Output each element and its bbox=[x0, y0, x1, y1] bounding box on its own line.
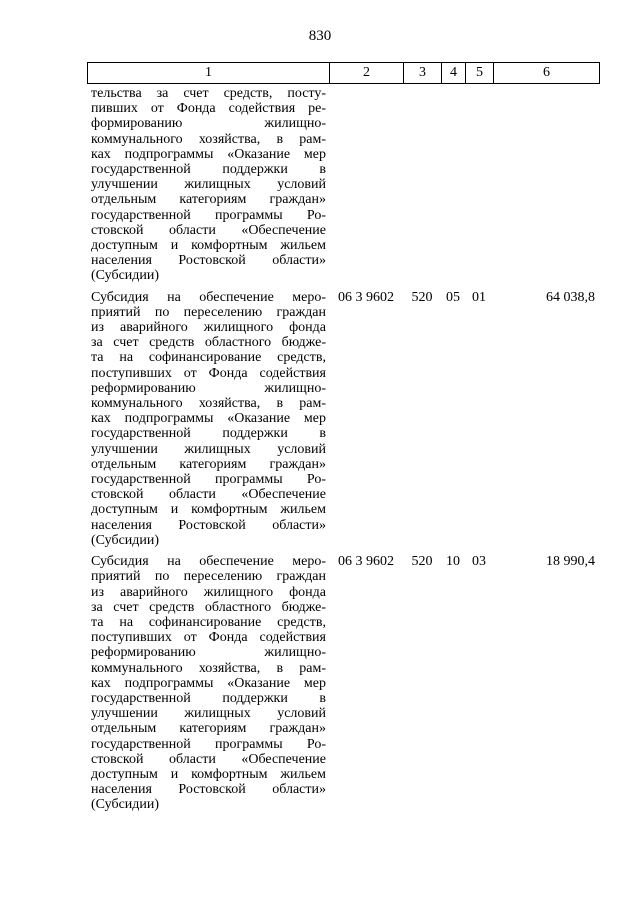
description-line: коммунального хозяйства, в рам- bbox=[91, 396, 326, 412]
description-line: (Субсидии) bbox=[91, 797, 160, 813]
description-line: доступным и комфортным жильем bbox=[91, 238, 326, 254]
row-amount: 18 990,4 bbox=[546, 554, 595, 570]
description-line: государственной программы Ро- bbox=[91, 736, 326, 752]
description-line: государственной поддержки в bbox=[91, 690, 326, 706]
row-section: 05 bbox=[446, 289, 460, 305]
row-subsection: 01 bbox=[472, 289, 486, 305]
description-line: из аварийного жилищного фонда bbox=[91, 320, 326, 336]
description-line: Субсидия на обеспечение меро- bbox=[91, 289, 326, 305]
description-line: государственной поддержки в bbox=[91, 426, 326, 442]
header-col-6: 6 bbox=[494, 63, 600, 84]
header-col-4: 4 bbox=[442, 63, 466, 84]
description-line: государственной поддержки в bbox=[91, 162, 326, 178]
description-line: за счет средств областного бюдже- bbox=[91, 335, 326, 351]
table-row bbox=[87, 284, 599, 548]
description-line: государственной программы Ро- bbox=[91, 472, 326, 488]
row-expense-type: 520 bbox=[411, 554, 433, 570]
header-col-2: 2 bbox=[330, 63, 404, 84]
row-description bbox=[87, 284, 329, 548]
description-line: улучшении жилищных условий bbox=[91, 706, 326, 722]
row-description bbox=[87, 86, 329, 284]
description-line: реформированию жилищно- bbox=[91, 380, 326, 396]
description-line: ках подпрограммы «Оказание мер bbox=[91, 675, 326, 691]
header-col-3: 3 bbox=[404, 63, 442, 84]
table-header bbox=[87, 62, 600, 84]
header-row bbox=[88, 63, 600, 84]
description-line: населения Ростовской области» bbox=[91, 517, 326, 533]
description-line: стовской области «Обеспечение bbox=[91, 751, 326, 767]
description-line: за счет средств областного бюдже- bbox=[91, 599, 326, 615]
description-line: формированию жилищно- bbox=[91, 116, 326, 132]
description-line: улучшении жилищных условий bbox=[91, 441, 326, 457]
description-line: реформированию жилищно- bbox=[91, 645, 326, 661]
table-row-continuation bbox=[87, 86, 599, 284]
description-line: доступным и комфортным жильем bbox=[91, 766, 326, 782]
description-line: стовской области «Обеспечение bbox=[91, 222, 326, 238]
description-line: поступивших от Фонда содействия bbox=[91, 365, 326, 381]
description-line: (Субсидии) bbox=[91, 268, 160, 284]
description-line: коммунального хозяйства, в рам- bbox=[91, 131, 326, 147]
table-row bbox=[87, 548, 599, 812]
row-expense-type: 520 bbox=[411, 289, 433, 305]
description-line: улучшении жилищных условий bbox=[91, 177, 326, 193]
description-line: та на софинансирование средств, bbox=[91, 350, 326, 366]
header-col-5: 5 bbox=[466, 63, 494, 84]
row-target-code: 06 3 9602 bbox=[338, 289, 394, 305]
description-line: ках подпрограммы «Оказание мер bbox=[91, 411, 326, 427]
description-line: тельства за счет средств, посту- bbox=[91, 86, 326, 101]
description-line: пивших от Фонда содействия ре- bbox=[91, 101, 326, 117]
description-line: та на софинансирование средств, bbox=[91, 614, 326, 630]
description-line: (Субсидии) bbox=[91, 532, 160, 548]
description-line: отдельным категориям граждан» bbox=[91, 456, 326, 472]
description-line: стовской области «Обеспечение bbox=[91, 487, 326, 503]
description-line: коммунального хозяйства, в рам- bbox=[91, 660, 326, 676]
description-line: населения Ростовской области» bbox=[91, 253, 326, 269]
description-line: Субсидия на обеспечение меро- bbox=[91, 554, 326, 570]
description-line: ках подпрограммы «Оказание мер bbox=[91, 146, 326, 162]
header-col-1: 1 bbox=[88, 63, 330, 84]
description-line: из аварийного жилищного фонда bbox=[91, 584, 326, 600]
description-line: государственной программы Ро- bbox=[91, 207, 326, 223]
row-subsection: 03 bbox=[472, 554, 486, 570]
description-line: приятий по переселению граждан bbox=[91, 304, 326, 320]
table-body bbox=[87, 86, 599, 813]
description-line: отдельным категориям граждан» bbox=[91, 192, 326, 208]
description-line: отдельным категориям граждан» bbox=[91, 721, 326, 737]
description-line: населения Ростовской области» bbox=[91, 782, 326, 798]
page-number: 830 bbox=[308, 28, 332, 44]
description-line: доступным и комфортным жильем bbox=[91, 502, 326, 518]
description-line: приятий по переселению граждан bbox=[91, 569, 326, 585]
row-description bbox=[87, 548, 329, 812]
row-target-code: 06 3 9602 bbox=[338, 554, 394, 570]
description-line: поступивших от Фонда содействия bbox=[91, 630, 326, 646]
row-section: 10 bbox=[446, 554, 460, 570]
row-amount: 64 038,8 bbox=[546, 289, 595, 305]
